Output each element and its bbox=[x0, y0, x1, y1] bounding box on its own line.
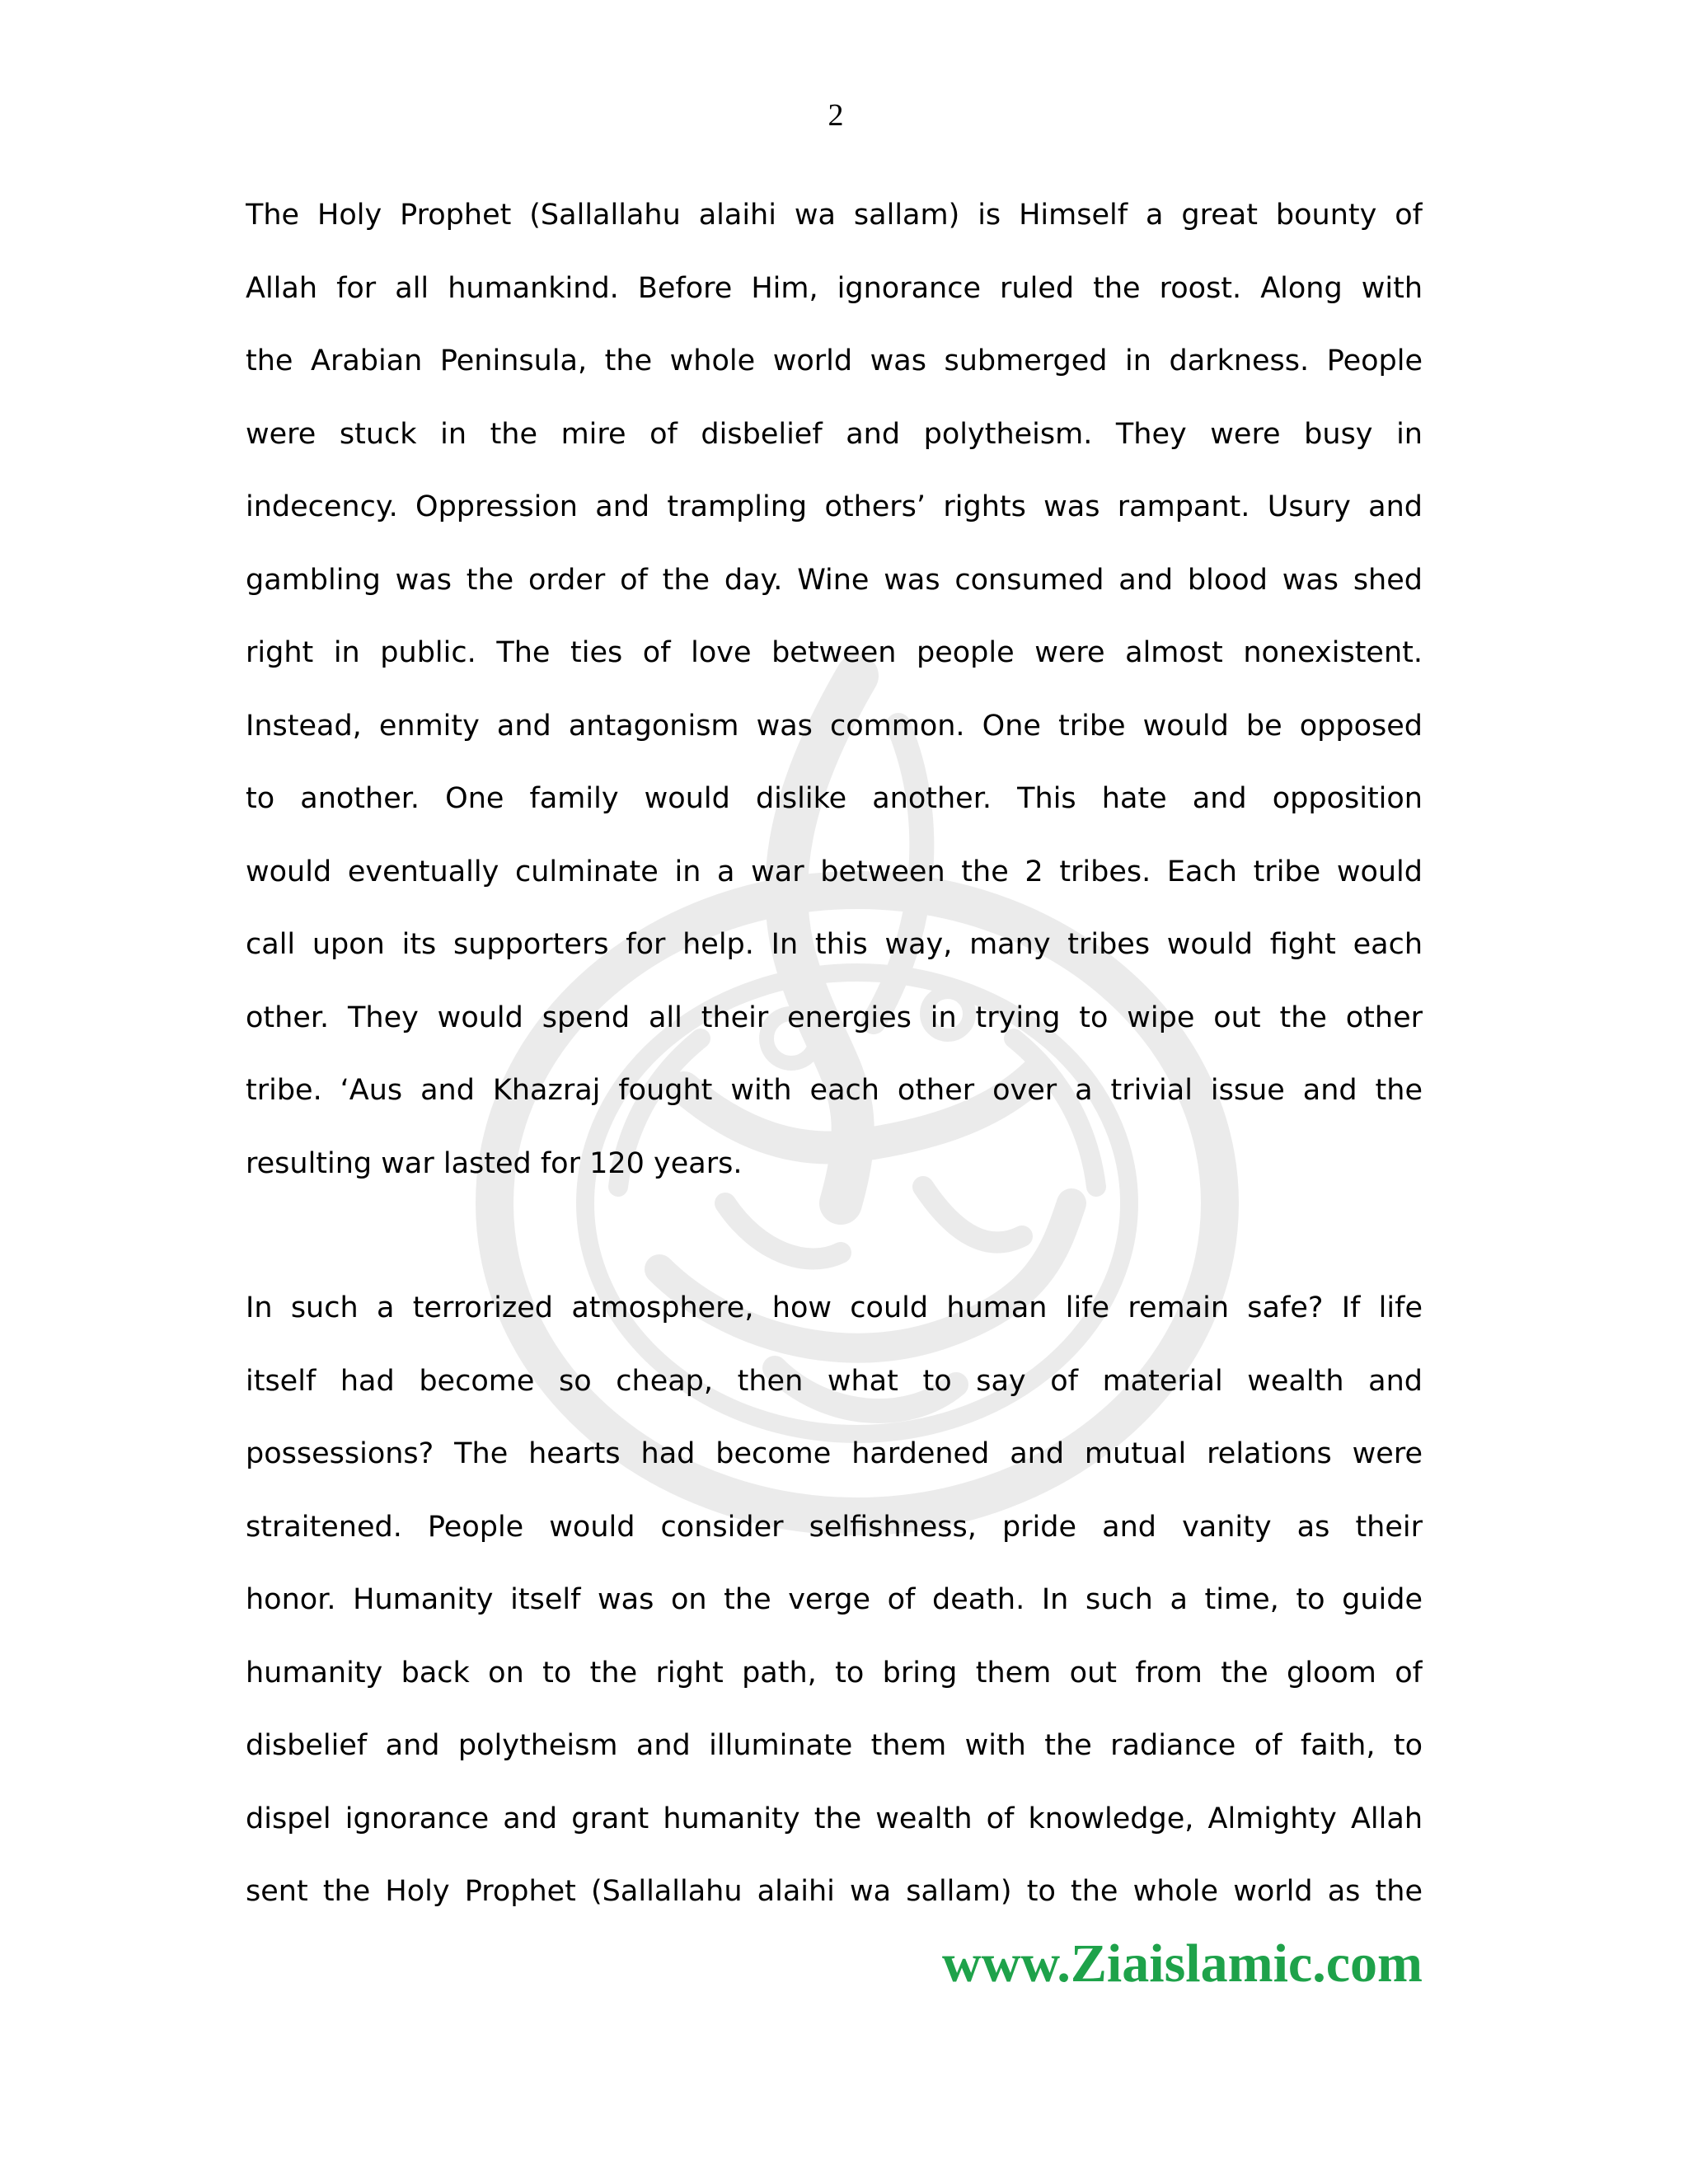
text-line: possessions? The hearts had become hardened and mutual relations were bbox=[246, 1437, 1423, 1470]
text-line: straitened. People would consider selfishness, pride and vanity as their bbox=[246, 1510, 1423, 1544]
text-line: itself had become so cheap, then what to say of material wealth and bbox=[246, 1364, 1423, 1398]
text-line: sent the Holy Prophet (Sallallahu alaihi wa sallam) to the whole world as the bbox=[246, 1875, 1423, 1908]
text-line: In such a terrorized atmosphere, how could human life remain safe? If life bbox=[246, 1291, 1423, 1324]
text-line: tribe. ‘Aus and Khazraj fought with each other over a trivial issue and the bbox=[246, 1074, 1423, 1107]
page-number: 2 bbox=[828, 98, 844, 133]
text-line: Allah for all humankind. Before Him, ignorance ruled the roost. Along with bbox=[246, 271, 1423, 305]
text-line: Instead, enmity and antagonism was common. One tribe would be opposed bbox=[246, 709, 1423, 743]
text-line: dispel ignorance and grant humanity the wealth of knowledge, Almighty Allah bbox=[246, 1802, 1423, 1835]
text-line: gambling was the order of the day. Wine was consumed and blood was shed bbox=[246, 563, 1423, 597]
text-line: indecency. Oppression and trampling others’ rights was rampant. Usury and bbox=[246, 490, 1423, 523]
text-line: The Holy Prophet (Sallallahu alaihi wa sallam) is Himself a great bounty of bbox=[246, 199, 1423, 232]
paragraph-1 bbox=[246, 179, 1423, 1200]
text-line: to another. One family would dislike another. This hate and opposition bbox=[246, 782, 1423, 815]
text-line: honor. Humanity itself was on the verge of death. In such a time, to guide bbox=[246, 1583, 1423, 1616]
website-link[interactable]: www.Ziaislamic.com bbox=[942, 1933, 1423, 1994]
text-line: would eventually culminate in a war between the 2 tribes. Each tribe would bbox=[246, 855, 1423, 888]
text-line: call upon its supporters for help. In this way, many tribes would fight each bbox=[246, 928, 1423, 961]
text-line: were stuck in the mire of disbelief and polytheism. They were busy in bbox=[246, 417, 1423, 451]
text-line: humanity back on to the right path, to bring them out from the gloom of bbox=[246, 1656, 1423, 1690]
text-line: right in public. The ties of love between people were almost nonexistent. bbox=[246, 636, 1423, 669]
text-line: disbelief and polytheism and illuminate them with the radiance of faith, to bbox=[246, 1729, 1423, 1762]
paragraph-2 bbox=[246, 1272, 1423, 1929]
text-line: resulting war lasted for 120 years. bbox=[246, 1146, 743, 1180]
text-line: the Arabian Peninsula, the whole world was submerged in darkness. People bbox=[246, 344, 1423, 377]
text-line: other. They would spend all their energies in trying to wipe out the other bbox=[246, 1001, 1423, 1034]
